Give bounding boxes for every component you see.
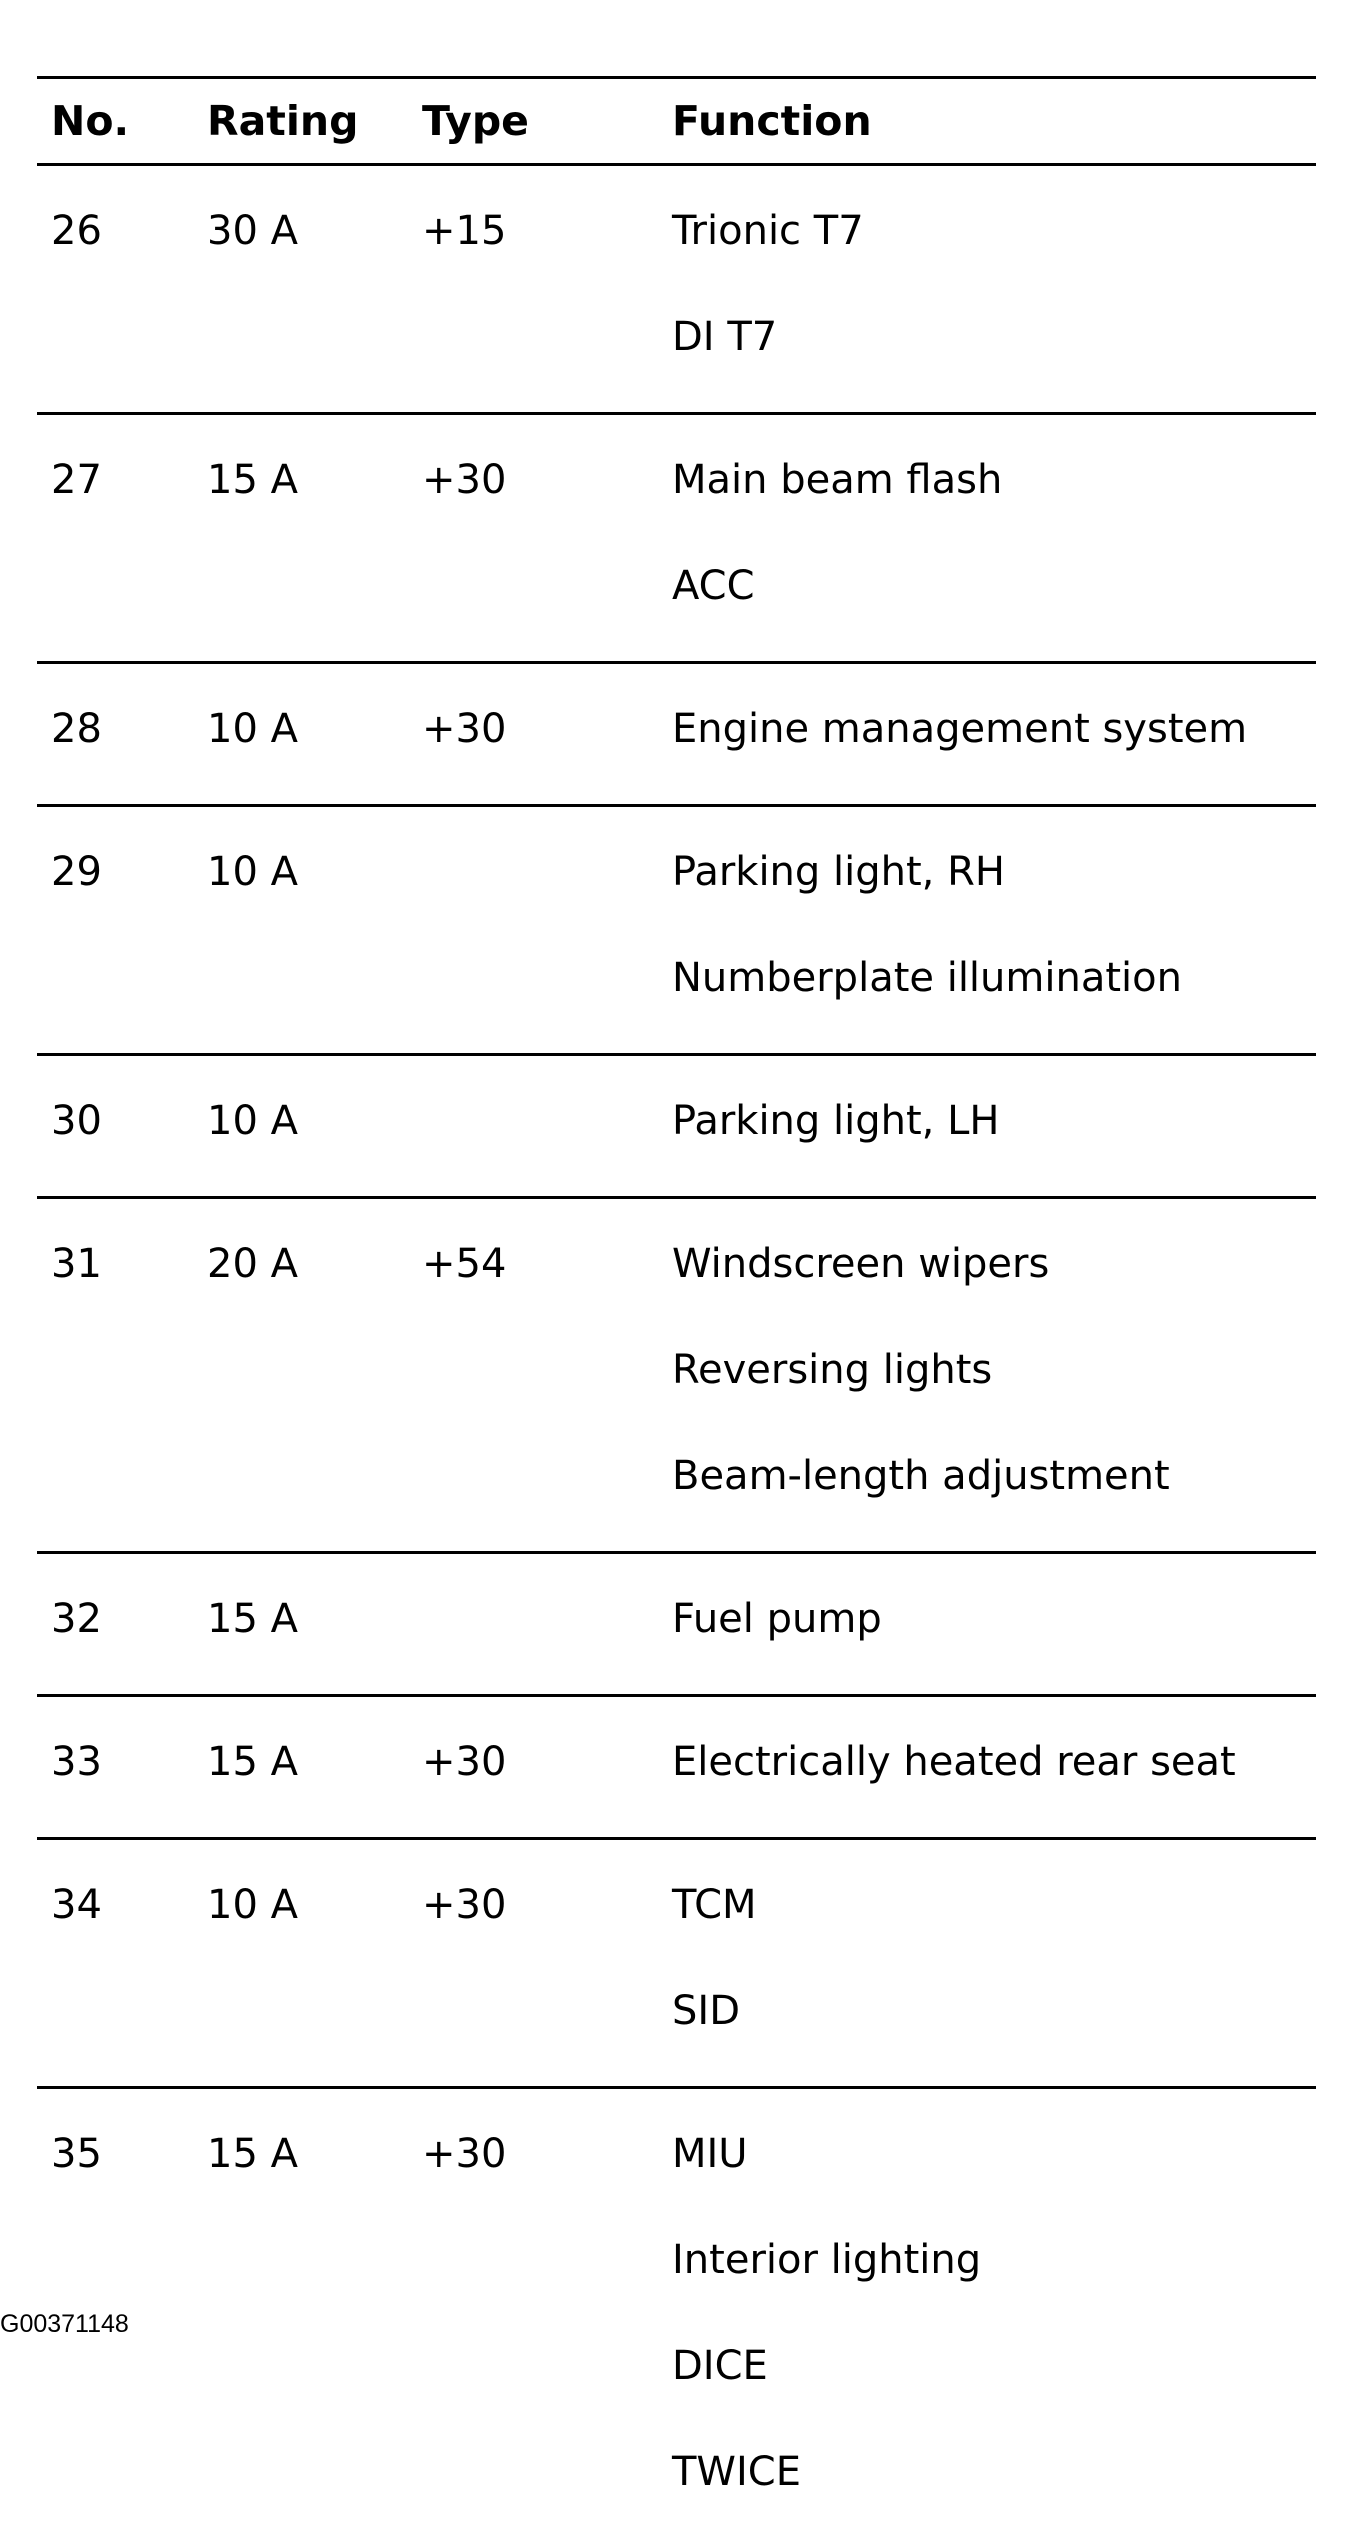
header-type: Type	[408, 78, 658, 165]
cell-no: 35	[37, 2088, 193, 2547]
cell-function	[658, 2088, 1316, 2547]
table-row	[37, 414, 1316, 663]
cell-function	[658, 1055, 1316, 1198]
function-item: Numberplate illumination	[672, 925, 1316, 1031]
table-row	[37, 1055, 1316, 1198]
function-item: Reversing lights	[672, 1317, 1316, 1423]
header-row	[37, 78, 1316, 165]
cell-rating: 15 A	[193, 1553, 408, 1696]
table-row	[37, 1553, 1316, 1696]
cell-type	[408, 1553, 658, 1696]
cell-function	[658, 1839, 1316, 2088]
function-item: TWICE	[672, 2419, 1316, 2525]
function-item: Electrically heated rear seat	[672, 1709, 1316, 1815]
cell-no: 28	[37, 663, 193, 806]
cell-type	[408, 806, 658, 1055]
cell-type: +54	[408, 1198, 658, 1553]
cell-type: +30	[408, 414, 658, 663]
cell-function	[658, 1198, 1316, 1553]
cell-function	[658, 1696, 1316, 1839]
cell-rating: 10 A	[193, 1055, 408, 1198]
function-item: Interior lighting	[672, 2207, 1316, 2313]
function-item: TCM	[672, 1852, 1316, 1958]
cell-no: 31	[37, 1198, 193, 1553]
cell-function	[658, 165, 1316, 414]
table-row	[37, 806, 1316, 1055]
cell-type: +30	[408, 1839, 658, 2088]
function-item: DICE	[672, 2313, 1316, 2419]
function-item: Parking light, LH	[672, 1068, 1316, 1174]
function-item: Parking light, RH	[672, 819, 1316, 925]
table-row	[37, 663, 1316, 806]
table-row	[37, 1198, 1316, 1553]
header-function: Function	[658, 78, 1316, 165]
cell-no: 32	[37, 1553, 193, 1696]
cell-type: +30	[408, 1696, 658, 1839]
function-item: Fuel pump	[672, 1566, 1316, 1672]
cell-function	[658, 663, 1316, 806]
cell-rating: 30 A	[193, 165, 408, 414]
table-header	[37, 78, 1316, 165]
cell-no: 27	[37, 414, 193, 663]
function-item: MIU	[672, 2101, 1316, 2207]
cell-function	[658, 414, 1316, 663]
cell-type	[408, 1055, 658, 1198]
function-item: Main beam flash	[672, 427, 1316, 533]
cell-rating: 15 A	[193, 2088, 408, 2547]
cell-rating: 20 A	[193, 1198, 408, 1553]
function-item: Trionic T7	[672, 178, 1316, 284]
cell-no: 26	[37, 165, 193, 414]
figure-id: G00371148	[0, 2310, 129, 2339]
cell-no: 30	[37, 1055, 193, 1198]
function-item: SID	[672, 1958, 1316, 2064]
cell-rating: 10 A	[193, 806, 408, 1055]
table-row	[37, 1839, 1316, 2088]
cell-rating: 15 A	[193, 414, 408, 663]
table-body	[37, 165, 1316, 2547]
function-item: Beam-length adjustment	[672, 1423, 1316, 1529]
header-rating: Rating	[193, 78, 408, 165]
cell-type: +30	[408, 2088, 658, 2547]
header-no: No.	[37, 78, 193, 165]
function-item: Windscreen wipers	[672, 1211, 1316, 1317]
cell-no: 33	[37, 1696, 193, 1839]
cell-no: 29	[37, 806, 193, 1055]
cell-type: +30	[408, 663, 658, 806]
cell-function	[658, 806, 1316, 1055]
cell-function	[658, 1553, 1316, 1696]
function-item: Engine management system	[672, 676, 1316, 782]
cell-no: 34	[37, 1839, 193, 2088]
table-row	[37, 1696, 1316, 1839]
function-item: DI T7	[672, 284, 1316, 390]
cell-rating: 10 A	[193, 1839, 408, 2088]
table-row	[37, 165, 1316, 414]
fuse-table	[37, 76, 1316, 2547]
cell-rating: 10 A	[193, 663, 408, 806]
cell-rating: 15 A	[193, 1696, 408, 1839]
cell-type: +15	[408, 165, 658, 414]
table-row	[37, 2088, 1316, 2547]
function-item: ACC	[672, 533, 1316, 639]
